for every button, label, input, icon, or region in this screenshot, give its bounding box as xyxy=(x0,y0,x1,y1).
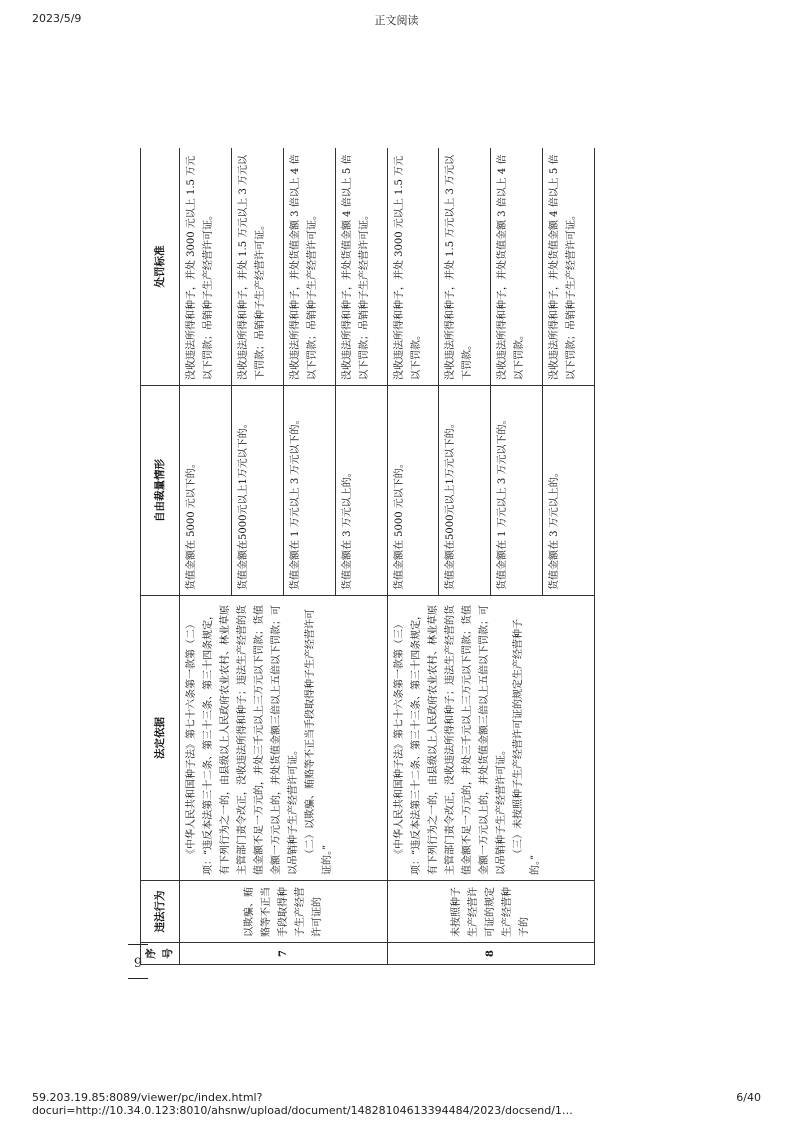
table-header-row xyxy=(141,148,180,965)
print-date: 2023/5/9 xyxy=(32,12,82,25)
header-circumstance: 自由裁量情形 xyxy=(141,386,180,596)
penalty-cell: 没收违法所得和种子，并处货值金额 3 倍以上 4 倍以下罚款；吊销种子生产经营许可证。 xyxy=(283,148,335,386)
circumstance-cell: 货值金额在5000元以上1万元以下的。 xyxy=(231,386,283,596)
circumstance-cell: 货值金额在5000元以上1万元以下的。 xyxy=(439,386,491,596)
document-page-number: 9 xyxy=(133,956,143,971)
legal-basis-text: 《中华人民共和国种子法》第七十六条第一款第（三）项：“违反本法第三十二条、第三十三条、第三十四条规定，有下列行为之一的，由县级以上人民政府农业农村、林业草原主管部门责令改正，没收违法所得和种子；违法生产经营的货值金额不足一万元的，并处三千元以上三万元以下罚款；货值金额一万元以上的，并处货值金额三倍以上五倍以下罚款；可以吊销种子生产经营许可证。 xyxy=(393,605,507,875)
legal-basis-text: 《中华人民共和国种子法》第七十六条第一款第（二）项：“违反本法第三十二条、第三十三条、第三十四条规定，有下列行为之一的，由县级以上人民政府农业农村、林业草原主管部门责令改正，没收违法所得和种子；违法生产经营的货值金额不足一万元的，并处三千元以上三万元以下罚款；货值金额一万元以上的，并处货值金额三倍以上五倍以下罚款；可以吊销种子生产经营许可证。 xyxy=(186,605,299,875)
penalty-table xyxy=(140,148,595,965)
penalty-cell: 没收违法所得和种子，并处 1.5 万元以上 3 万元以下罚款；吊销种子生产经营许可证。 xyxy=(231,148,283,386)
circumstance-cell: 货值金额在 3 万元以上的。 xyxy=(543,386,595,596)
header-act: 违法行为 xyxy=(141,881,180,943)
page-title: 正文阅读 xyxy=(374,14,419,27)
legal-basis xyxy=(387,596,595,881)
page-number-rule-bottom xyxy=(128,978,148,979)
page-counter: 6/40 xyxy=(736,1091,761,1104)
violation-act: 未按照种子生产经营许可证的规定生产经营种子的 xyxy=(387,881,595,943)
rotated-table-container xyxy=(140,148,595,965)
circumstance-cell: 货值金额在 1 万元以上 3 万元以下的。 xyxy=(491,386,543,596)
header-penalty: 处罚标准 xyxy=(141,148,180,386)
circumstance-cell: 货值金额在 5000 元以下的。 xyxy=(180,386,232,596)
penalty-cell: 没收违法所得和种子，并处货值金额 4 倍以上 5 倍以下罚款；吊销种子生产经营许可证。 xyxy=(335,148,387,386)
penalty-cell: 没收违法所得和种子，并处 3000 元以上 1.5 万元以下罚款。 xyxy=(387,148,439,386)
legal-basis-item: （二）以欺骗、贿赂等不正当手段取得种子生产经营许可证的。” xyxy=(305,609,333,875)
penalty-cell: 没收违法所得和种子，并处 3000 元以上 1.5 万元以下罚款；吊销种子生产经营许可证。 xyxy=(180,148,232,386)
table-row xyxy=(387,148,439,965)
circumstance-cell: 货值金额在 1 万元以上 3 万元以下的。 xyxy=(283,386,335,596)
penalty-cell: 没收违法所得和种子，并处货值金额 3 倍以上 4 倍以下罚款。 xyxy=(491,148,543,386)
header-basis: 法定依据 xyxy=(141,596,180,881)
legal-basis-item: （三）未按照种子生产经营许可证的规定生产经营种子的。” xyxy=(512,619,541,875)
penalty-cell: 没收违法所得和种子，并处货值金额 4 倍以上 5 倍以下罚款；吊销种子生产经营许可证。 xyxy=(543,148,595,386)
circumstance-cell: 货值金额在 5000 元以下的。 xyxy=(387,386,439,596)
page-url: 59.203.19.85:8089/viewer/pc/index.html?docuri=http://10.34.0.123:8010/ahsnw/upload/document/14828104613394484/2023/docsend/1… xyxy=(32,1091,573,1117)
legal-basis xyxy=(180,596,388,881)
circumstance-cell: 货值金额在 3 万元以上的。 xyxy=(335,386,387,596)
table-row xyxy=(180,148,232,965)
row-number: 7 xyxy=(180,943,388,965)
violation-act: 以欺骗、贿赂等不正当手段取得种子生产经营许可证的 xyxy=(180,881,388,943)
penalty-cell: 没收违法所得和种子，并处 1.5 万元以上 3 万元以下罚款。 xyxy=(439,148,491,386)
row-number: 8 xyxy=(387,943,595,965)
header-no: 序号 xyxy=(141,943,180,965)
